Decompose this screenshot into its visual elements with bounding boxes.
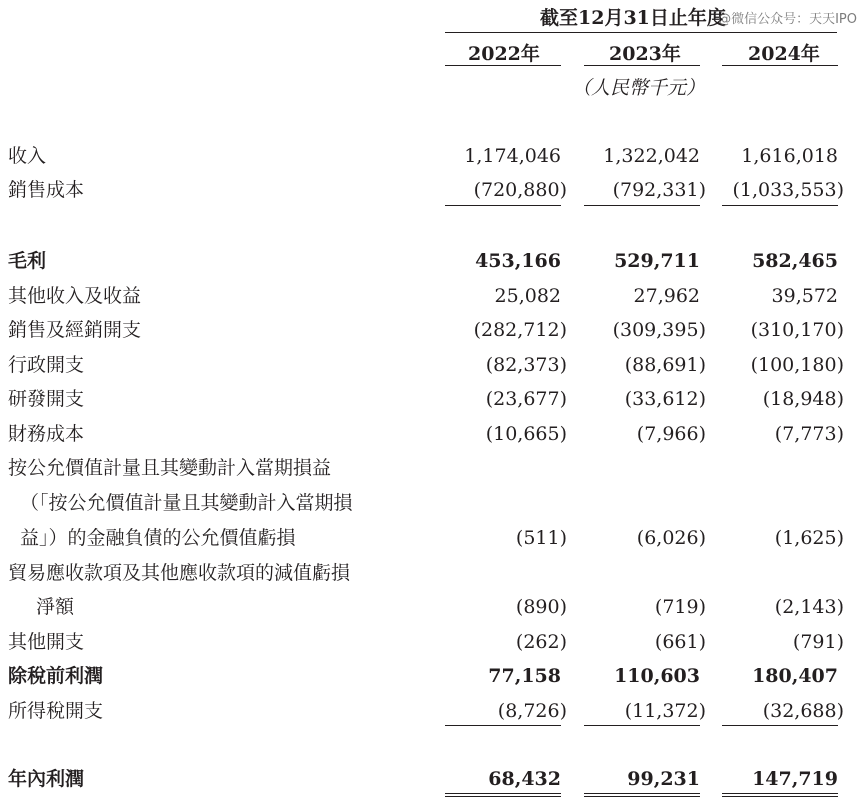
cell-cost-of-sales-2022: (720,880) — [473, 179, 567, 201]
cell-income-tax-2023: (11,372) — [624, 700, 706, 722]
subtotal-rule-2022 — [445, 205, 561, 206]
row-label-other-expenses: 其他開支 — [8, 631, 85, 653]
total-double-rule-bottom-2023 — [584, 796, 700, 797]
cell-fvtpl-2023: (6,026) — [636, 527, 706, 549]
row-label-profit-before-tax: 除稅前利潤 — [8, 665, 104, 687]
row-label-profit-for-year: 年內利潤 — [8, 768, 85, 790]
cell-admin-expenses-2024: (100,180) — [750, 354, 844, 376]
cell-finance-costs-2024: (7,773) — [774, 423, 844, 445]
cell-fvtpl-2022: (511) — [515, 527, 567, 549]
pre-total-rule-2024 — [722, 725, 838, 726]
cell-other-expenses-2024: (791) — [792, 631, 844, 653]
cell-rnd-expenses-2024: (18,948) — [762, 388, 844, 410]
watermark-text: @微信公众号：天天IPO — [718, 12, 857, 27]
total-double-rule-bottom-2024 — [722, 796, 838, 797]
row-label-fvtpl-line-3: 益」）的金融負債的公允價值虧損 — [20, 527, 296, 549]
cell-finance-costs-2023: (7,966) — [636, 423, 706, 445]
cell-gross-profit-2023: 529,711 — [614, 250, 700, 272]
cell-profit-before-tax-2023: 110,603 — [614, 665, 700, 687]
cell-other-expenses-2023: (661) — [654, 631, 706, 653]
year-header-2022: 2022年 — [468, 43, 540, 65]
cell-impairment-2023: (719) — [654, 596, 706, 618]
row-label-fvtpl-line-1: 按公允價值計量且其變動計入當期損益 — [8, 457, 332, 479]
row-label-revenue: 收入 — [8, 145, 47, 167]
cell-profit-before-tax-2024: 180,407 — [752, 665, 838, 687]
row-label-fvtpl-line-2: （「按公允價值計量且其變動計入當期損 — [20, 492, 353, 514]
subtotal-rule-2024 — [722, 205, 838, 206]
total-double-rule-top-2023 — [584, 793, 700, 794]
cell-selling-expenses-2023: (309,395) — [612, 319, 706, 341]
cell-gross-profit-2024: 582,465 — [752, 250, 838, 272]
pre-total-rule-2023 — [584, 725, 700, 726]
year-header-2023: 2023年 — [609, 43, 681, 65]
cell-income-tax-2024: (32,688) — [762, 700, 844, 722]
row-label-finance-costs: 財務成本 — [8, 423, 85, 445]
cell-profit-before-tax-2022: 77,158 — [488, 665, 561, 687]
cell-gross-profit-2022: 453,166 — [475, 250, 561, 272]
cell-rnd-expenses-2022: (23,677) — [485, 388, 567, 410]
cell-impairment-2022: (890) — [515, 596, 567, 618]
total-double-rule-top-2024 — [722, 793, 838, 794]
period-header: 截至12月31日止年度 — [540, 7, 726, 29]
subtotal-rule-2023 — [584, 205, 700, 206]
total-double-rule-top-2022 — [445, 793, 561, 794]
row-label-rnd-expenses: 研發開支 — [8, 388, 85, 410]
cell-finance-costs-2022: (10,665) — [485, 423, 567, 445]
cell-other-income-2022: 25,082 — [494, 285, 561, 307]
cell-revenue-2022: 1,174,046 — [464, 145, 561, 167]
period-header-rule — [445, 32, 837, 33]
row-label-cost-of-sales: 銷售成本 — [8, 179, 85, 201]
year-header-rule-2023 — [584, 65, 700, 66]
row-label-impairment-line-2: 淨額 — [36, 596, 75, 618]
year-header-2024: 2024年 — [748, 43, 820, 65]
cell-profit-for-year-2023: 99,231 — [627, 768, 700, 790]
pre-total-rule-2022 — [445, 725, 561, 726]
year-header-rule-2022 — [445, 65, 561, 66]
cell-impairment-2024: (2,143) — [774, 596, 844, 618]
row-label-selling-expenses: 銷售及經銷開支 — [8, 319, 142, 341]
row-label-income-tax: 所得稅開支 — [8, 700, 104, 722]
cell-income-tax-2022: (8,726) — [497, 700, 567, 722]
year-header-rule-2024 — [722, 65, 838, 66]
cell-cost-of-sales-2024: (1,033,553) — [732, 179, 844, 201]
total-double-rule-bottom-2022 — [445, 796, 561, 797]
cell-profit-for-year-2024: 147,719 — [752, 768, 838, 790]
row-label-other-income: 其他收入及收益 — [8, 285, 142, 307]
cell-other-income-2023: 27,962 — [633, 285, 700, 307]
row-label-gross-profit: 毛利 — [8, 250, 47, 272]
cell-profit-for-year-2022: 68,432 — [488, 768, 561, 790]
cell-selling-expenses-2022: (282,712) — [473, 319, 567, 341]
cell-rnd-expenses-2023: (33,612) — [624, 388, 706, 410]
cell-selling-expenses-2024: (310,170) — [750, 319, 844, 341]
cell-admin-expenses-2022: (82,373) — [485, 354, 567, 376]
cell-other-income-2024: 39,572 — [771, 285, 838, 307]
cell-revenue-2024: 1,616,018 — [741, 145, 838, 167]
cell-other-expenses-2022: (262) — [515, 631, 567, 653]
row-label-admin-expenses: 行政開支 — [8, 354, 85, 376]
currency-unit-label: （人民幣千元） — [572, 77, 706, 99]
cell-admin-expenses-2023: (88,691) — [624, 354, 706, 376]
cell-cost-of-sales-2023: (792,331) — [612, 179, 706, 201]
cell-fvtpl-2024: (1,625) — [774, 527, 844, 549]
cell-revenue-2023: 1,322,042 — [603, 145, 700, 167]
row-label-impairment-line-1: 貿易應收款項及其他應收款項的減值虧損 — [8, 562, 351, 584]
